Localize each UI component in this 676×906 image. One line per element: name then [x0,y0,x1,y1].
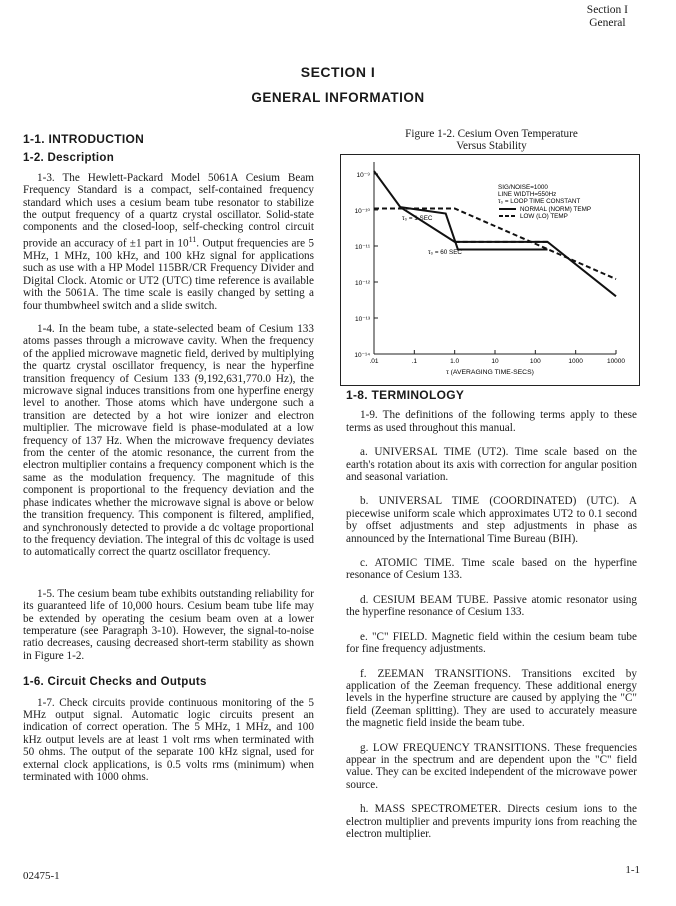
y-tick-label: 10⁻¹⁴ [354,352,370,359]
running-header-topic: General [589,17,626,29]
paragraph-1-4: 1-4. In the beam tube, a state-selected beam of Cesium 133 atoms passes through a microwave cavity. When the frequency of the applied microwave magnetic field, derived by multiplying the quartz crystal oscillator frequency, is near the hyperfine transition frequency of Cesium 133 (9,192,631,770.0 Hz), the microwave signal induces transitions from one hyperfine energy level to another. Those atoms which have undergone such a transition are detected by a hot wire ionizer and electron multiplier. The microwave field is phase-modulated at a low frequency of 137 Hz. When the microwave frequency deviates from the center of the atomic resonance, the current from the electron multiplier contains a frequency component which is the same as the modulation frequency. The magnitude of this component is proportional to the frequency deviation and the phase indicates whether the microwave signal is above or below the transition frequency. This component is filtered, amplified, and synchronously detected to provide a dc voltage proportional to the frequency deviation. The integral of this dc voltage is used to automatically correct the quartz oscillator frequency. [23,323,314,559]
term-utc: b. UNIVERSAL TIME (COORDINATED) (UTC). A piecewise uniform scale which approximates UT2 to 0.1 second by offset adjustments and step adjustments in phase as announced by the International Time Bureau (BIH). [346,495,637,545]
x-ticks [369,350,625,365]
chart-legend [498,184,591,220]
legend-solid-label: NORMAL (NORM) TEMP [520,206,592,213]
stability-chart [340,154,640,386]
running-header [587,4,628,30]
y-tick-label: 10⁻¹⁰ [354,208,370,215]
x-tick-label: .1 [411,358,418,365]
heading-description: 1-2. Description [23,152,115,165]
legend-line1: SIG/NOISE=1000 [498,184,548,191]
x-tick-label: 100 [529,358,541,365]
paragraph-1-3-text-cont: . Output frequencies are 5 MHz, 1 MHz, 100 kHz, and 100 kHz signal for applications such as use with a HP Model 115BR/CR Frequency Divider and Digital Clock. Atomic or UT2 (UTC) time reference is available with the 5061A. The time scale is easily changed by setting a four thumbwheel switch and a slide switch. [23,237,314,312]
section-subtitle: GENERAL INFORMATION [251,90,425,105]
heading-circuit-checks: 1-6. Circuit Checks and Outputs [23,676,207,689]
legend-line2: LINE WIDTH=550Hz [498,191,557,198]
heading-introduction: 1-1. INTRODUCTION [23,132,145,146]
x-axis-label: τ (AVERAGING TIME-SECS) [446,369,534,376]
paragraph-1-9: 1-9. The definitions of the following terms apply to these terms as used throughout this manual. [346,409,637,434]
legend-line3: τ₀ = LOOP TIME CONSTANT [498,198,581,205]
paragraph-1-7: 1-7. Check circuits provide continuous monitoring of the 5 MHz output signal. Automatic logic circuits present an indication of correct operation. The 5 MHz, 1 MHz, and 100 kHz output levels are at least 1 volt rms when terminated with 50 ohms. The output of the separate 100 kHz signal, used for external clock applications, is 0.5 volts rms (minimum) when terminated with 1000 ohms. [23,696,314,784]
term-zeeman: f. ZEEMAN TRANSITIONS. Transitions excited by application of the Zeeman frequency. These additional energy levels in the hyperfine structure are caused by applying the "C" field (Zeeman splitting). They are used to accurately measure the magnetic field inside the beam tube. [346,667,637,730]
term-mass-spectrometer: h. MASS SPECTROMETER. Directs cesium ions to the electron multiplier and prevents impurity ions from reaching the electron multiplier. [346,803,637,840]
term-cesium-beam-tube: d. CESIUM BEAM TUBE. Passive atomic resonator using the hyperfine resonance of Cesium 133. [346,593,637,619]
figure-caption-line1: Figure 1-2. Cesium Oven Temperature [405,128,578,140]
x-tick-label: .01 [369,358,379,365]
y-tick-label: 10⁻¹² [355,280,370,287]
left-column [23,133,314,783]
legend-dashed-label: LOW (LO) TEMP [520,213,568,220]
running-header-section: Section I [586,4,628,16]
figure-caption-line2: Versus Stability [456,140,527,153]
term-c-field: e. "C" FIELD. Magnetic field within the cesium beam tube for fine frequency adjustments. [346,630,637,656]
term-low-frequency: g. LOW FREQUENCY TRANSITIONS. These frequencies appear in the spectrum and are dependent upon the "C" field value. They can be excited independent of the microwave power source. [346,741,637,791]
figure-caption [346,128,637,153]
x-tick-label: 1.0 [450,358,460,365]
document-number: 02475-1 [23,870,60,882]
y-tick-label: 10⁻⁹ [356,172,370,179]
x-tick-label: 10 [491,358,499,365]
section-title: SECTION I [300,64,376,80]
x-tick-label: 10000 [606,358,626,365]
y-tick-label: 10⁻¹¹ [355,244,370,251]
exponent: 11 [188,234,197,244]
right-column [346,389,637,840]
term-ut2: a. UNIVERSAL TIME (UT2). Time scale based on the earth's rotation about its axis with correction for angular position and seasonal variation. [346,446,637,484]
term-atomic-time: c. ATOMIC TIME. Time scale based on the hyperfine resonance of Cesium 133. [346,557,637,582]
series-lines [374,171,616,296]
paragraph-1-5: 1-5. The cesium beam tube exhibits outstanding reliability for its guaranteed life of 10,000 hours. Cesium beam tube life may be extended by operating the cesium beam oven at a lower temperature (see Paragraph 3-10). However, the signal-to-noise ratio decreases, causing decreased short-term stability as shown in Figure 1-2. [23,587,314,662]
page-number: 1-1 [625,864,640,876]
heading-terminology: 1-8. TERMINOLOGY [346,388,465,402]
series-normal-temp-0 [374,171,616,296]
x-tick-label: 1000 [568,358,583,365]
annotation-60sec: τ₀ = 60 SEC [428,249,462,256]
annotation-1sec: τ₀ = 1 SEC [402,215,433,222]
y-tick-label: 10⁻¹³ [355,316,370,323]
paragraph-1-3-text: 1-3. The Hewlett-Packard Model 5061A Cesium Beam Frequency Standard is a compact, self-contained frequency standard which uses a cesium beam tube resonator to stabilize the output frequency of a quartz crystal oscillator. Solid-state components and the closed-loop, self-checking control circuit provide an accuracy of ±1 part in 10 [23,171,314,250]
paragraph-1-3 [23,172,314,312]
